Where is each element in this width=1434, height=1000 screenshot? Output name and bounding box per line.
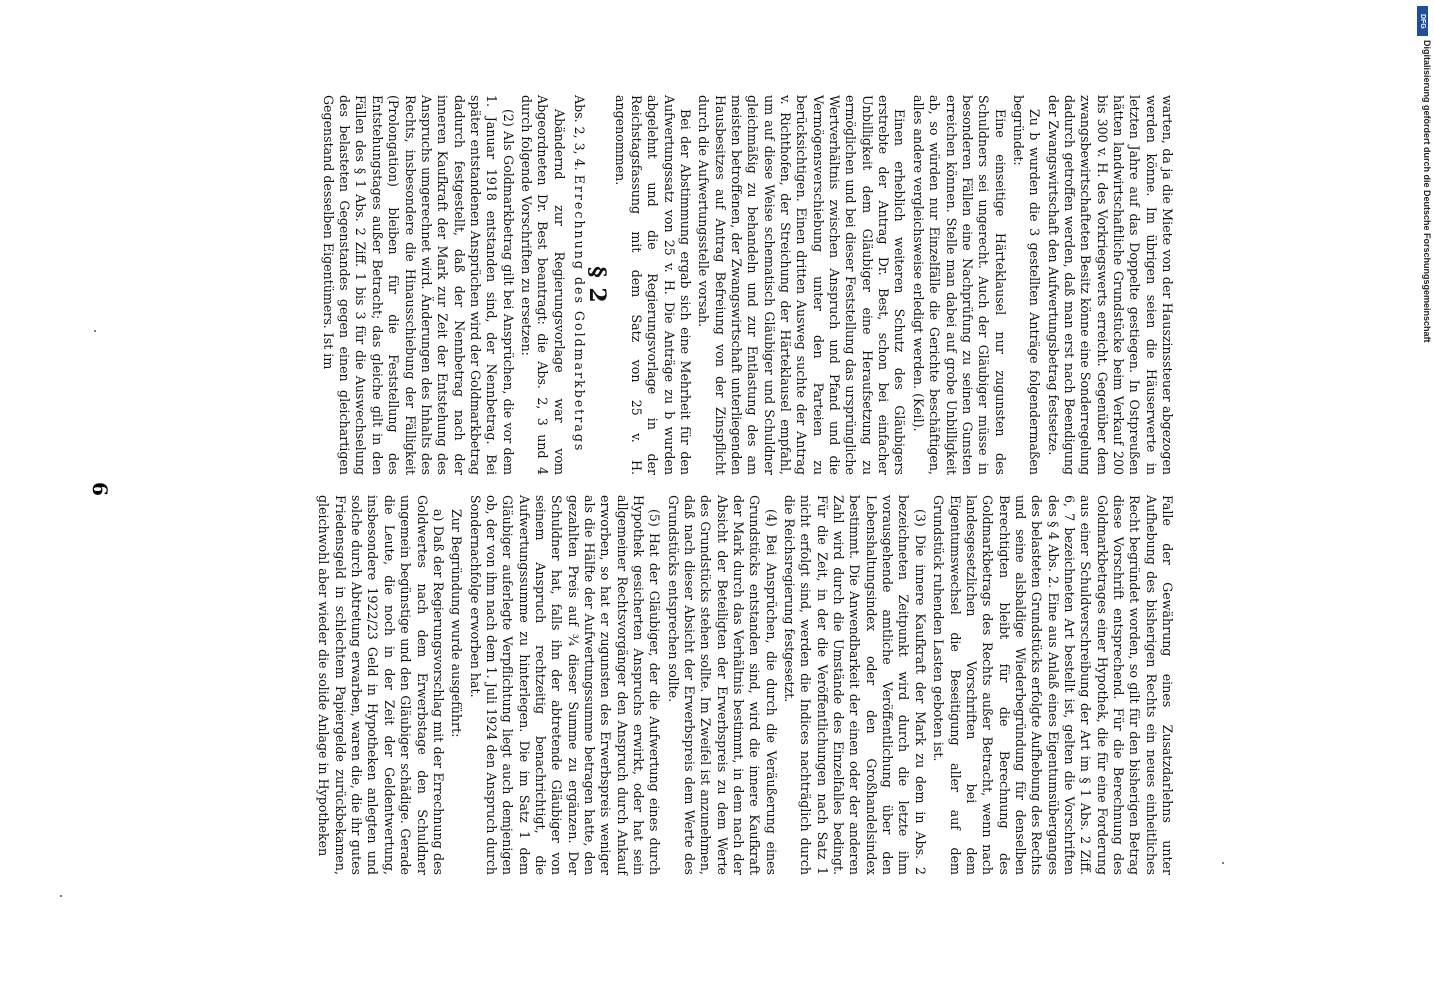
paragraph: (5) Hat der Gläubiger, der die Aufwertung eines durch Hypothek gesicherten Anspruchs erwirkt, oder hat sein allgemeiner Rechtsvorgänger den Anspruch durch Ankauf erworben, so hat er zugunsten des Erwerbspreis weniger als die Hälfte der Aufwertungssumme betragen hatte, den gezahlten Preis auf ¾ dieser Summe zu ergänzen. Der Schuldner hat, falls ihn der abtretende Gläubiger von seinem Anspruch rechtzeitig benachrichtigt, die Aufwertungssumme zu hinterlegen. Die im Satz 1 dem Gläubiger auferlegte Verpflichtung liegt auch demjenigen ob, der von ihm nach dem 1. Juli 1924 den Anspruch durch Sondernachfolge erworben hat. [467,495,663,875]
digitization-caption: Digitalisierung gefördert durch die Deutsche Forschungsgemeinschaft [1422,40,1432,343]
paragraph: (4) Bei Ansprüchen, die durch die Veräußerung eines Grundstücks entstanden sind, wird die innere Kaufkraft der Mark durch das Verhältnis bestimmt, in dem nach der Absicht der Beteiligten der Erwerbspreis zu dem Werte des Grundstücks stehen sollte. Im Zweifel ist anzunehmen, daß nach dieser Absicht der Erwerbspreis dem Werte des Grundstücks entsprechen sollte. [665,495,779,875]
scan-speck [1222,862,1224,864]
paragraph: Zu b wurden die 3 gestellten Anträge folgendermaßen begründet: [1010,95,1043,475]
paragraph: warten, da ja die Miete von der Hauszinssteuer abgezogen werden könne. Im übrigen seien die Häuserwerte in letzten Jahre auf das Doppelte gestiegen. In Ostpreußen hätten landwirtschaftliche Grundstücke beim Verkauf 200 bis 300 v. H. des Vorkriegswerts erreicht. Gegenüber dem zwangsbewirtschafteten Besitz könne eine Sonderregelung dadurch getroffen werden, daß man erst nach Beendigung der Zwangswirtschaft den Aufwertungsbetrag festsetze. [1045,95,1175,475]
section-lead: Abs. 2, 3, 4. [571,95,587,171]
section-heading: Errechnung des Goldmarkbetrags [571,174,587,453]
right-column [145,495,1175,875]
paragraph: (2) Als Goldmarkbetrag gilt bei Ansprüchen, die vor dem 1. Januar 1918 entstanden sind, der Nennbetrag. Bei später entstandenen Ansprüchen wird der Goldmarkbetrag dadurch festgestellt, daß der Nennbetrag nach der inneren Kaufkraft der Mark zur Zeit der Entstehung des Anspruchs umgerechnet wird. Änderungen des Inhalts des Rechts, insbesondere die Hinausschiebung der Fälligkeit (Prolongation) bleiben für die Feststellung des Entstehungstages außer Betracht; das gleiche gilt in den Fällen des § 1 Abs. 2 Ziff. 1 bis 3 für die Auswechselung des belasteten Gegenstandes gegen einen gleichartigen Gegenstand desselben Eigentümers. Ist im [320,95,516,475]
scan-speck [60,895,62,897]
paragraph: Zur Begründung wurde ausgeführt: [449,509,465,738]
paragraph: Falle der Gewährung eines Zusatzdarlehns unter Aufhebung des bisherigen Rechts ein neues einheitliches Recht begründet worden, so gilt für den bisherigen Betrag diese Vorschrift entsprechend. Für die Berechnung des Goldmarkbetrages einer Hypothek, die für eine Forderung aus einer Schuldverschreibung der Art im § 1 Abs. 2 Ziff. 6, 7 bezeichneten Art bestellt ist, gelten die Vorschriften des § 4 Abs. 2. Eine aus Anlaß eines Eigentumsüberganges des belasteten Grundstücks erfolgte Aufhebung des Rechts und seine alsbaldige Wiederbegründung für denselben Berechtigten bleibt für die Berechnung des Goldmarkbetrags des Rechts außer Betracht, wenn nach landesgesetzlichen Vorschriften bei dem Eigentumswechsel die Beseitigung aller auf dem Grundstück ruhenden Lasten geboten ist. [931,495,1175,875]
paragraph: a) Daß der Regierungsvorschlag mit der Errechnung des Goldwertes nach dem Erwerbstage den Schuldner ungemein begünstige und den Gläubiger schädige. Gerade die Leute, die noch in der Zeit der Geldentwertung, insbesondere 1922/23 Geld in Hypotheken anlegten und solche durch Abtretung erwarben, waren die, die ihr gutes Friedensgeld in schlechtem Papiergelde zurückbekamen, gleichwohl aber wieder die solide Anlage in Hypotheken [316,495,446,875]
page-number-holder [88,482,112,506]
section-title: § 2 [584,266,611,304]
rotated-document-page [125,95,1175,885]
page-number: 6 [88,482,112,496]
left-column [145,95,1175,475]
paragraph: Einen erheblich weiteren Schutz des Gläubigers erstrebte der Antrag Dr. Best, schon bei einfacher Unbilligkeit dem Gläubiger eine Heraufsetzung zu ermöglichen und bei dieser Feststellung das ursprüngliche Wertverhältnis zwischen Anspruch und Pfand und die Vermögensverschiebung unter den Parteien zu berücksichtigen. Einen dritten Ausweg suchte der Antrag v. Richthofen, der Streichung der Härteklausel empfahl, um auf diese Weise schematisch Gläubiger und Schuldner gleichmäßig zu behandeln und zur Entlastung des am meisten betroffenen, der Zwangswirtschaft unterliegenden Hausbesitzes auf Antrag Befreiung von der Zinspflicht durch die Aufwertungsstelle vorsah. [696,95,908,475]
scan-speck [94,330,96,332]
dfg-logo: DFG [1417,6,1428,36]
section-heading-row [571,95,587,475]
paragraph: Eine einseitige Härteklausel nur zugunsten des Schuldners sei ungerecht. Auch der Gläubiger müsse in besonderen Fällen eine Nachprüfung zu seinen Gunsten erreichen können. Stelle man dabei auf grobe Unbilligkeit ab, so würden nur Einzelfälle die Gerichte beschäftigen, alles andere vergleichsweise erledigt werden. (Keil). [910,95,1008,475]
paragraph: Bei der Abstimmung ergab sich eine Mehrheit für den Aufwertungssatz von 25 v. H. Die Anträge zu b wurden abgelehnt und die Regierungsvorlage in der Reichstagsfassung mit dem Satz von 25 v. H. angenommen. [612,95,694,475]
paragraph: Abändernd zur Regierungsvorlage war vom Abgeordneten Dr. Best beantragt: die Abs. 2, 3 und 4 durch folgende Vorschriften zu ersetzen: [518,95,567,475]
paragraph: (3) Die innere Kaufkraft der Mark zu dem in Abs. 2 bezeichneten Zeitpunkt wird durch die letzte ihm vorausgehende amtliche Veröffentlichung über den Lebenshaltungsindex oder den Großhandelsindex bestimmt. Die Anwendbarkeit der einen oder der anderen Zahl wird durch die Umstände des Einzelfalles bedingt. Für die Zeit, in der die Veröffentlichungen nach Satz 1 nicht erfolgt sind, werden die Indices nachträglich durch die Reichsregierung festgesetzt. [782,495,928,875]
